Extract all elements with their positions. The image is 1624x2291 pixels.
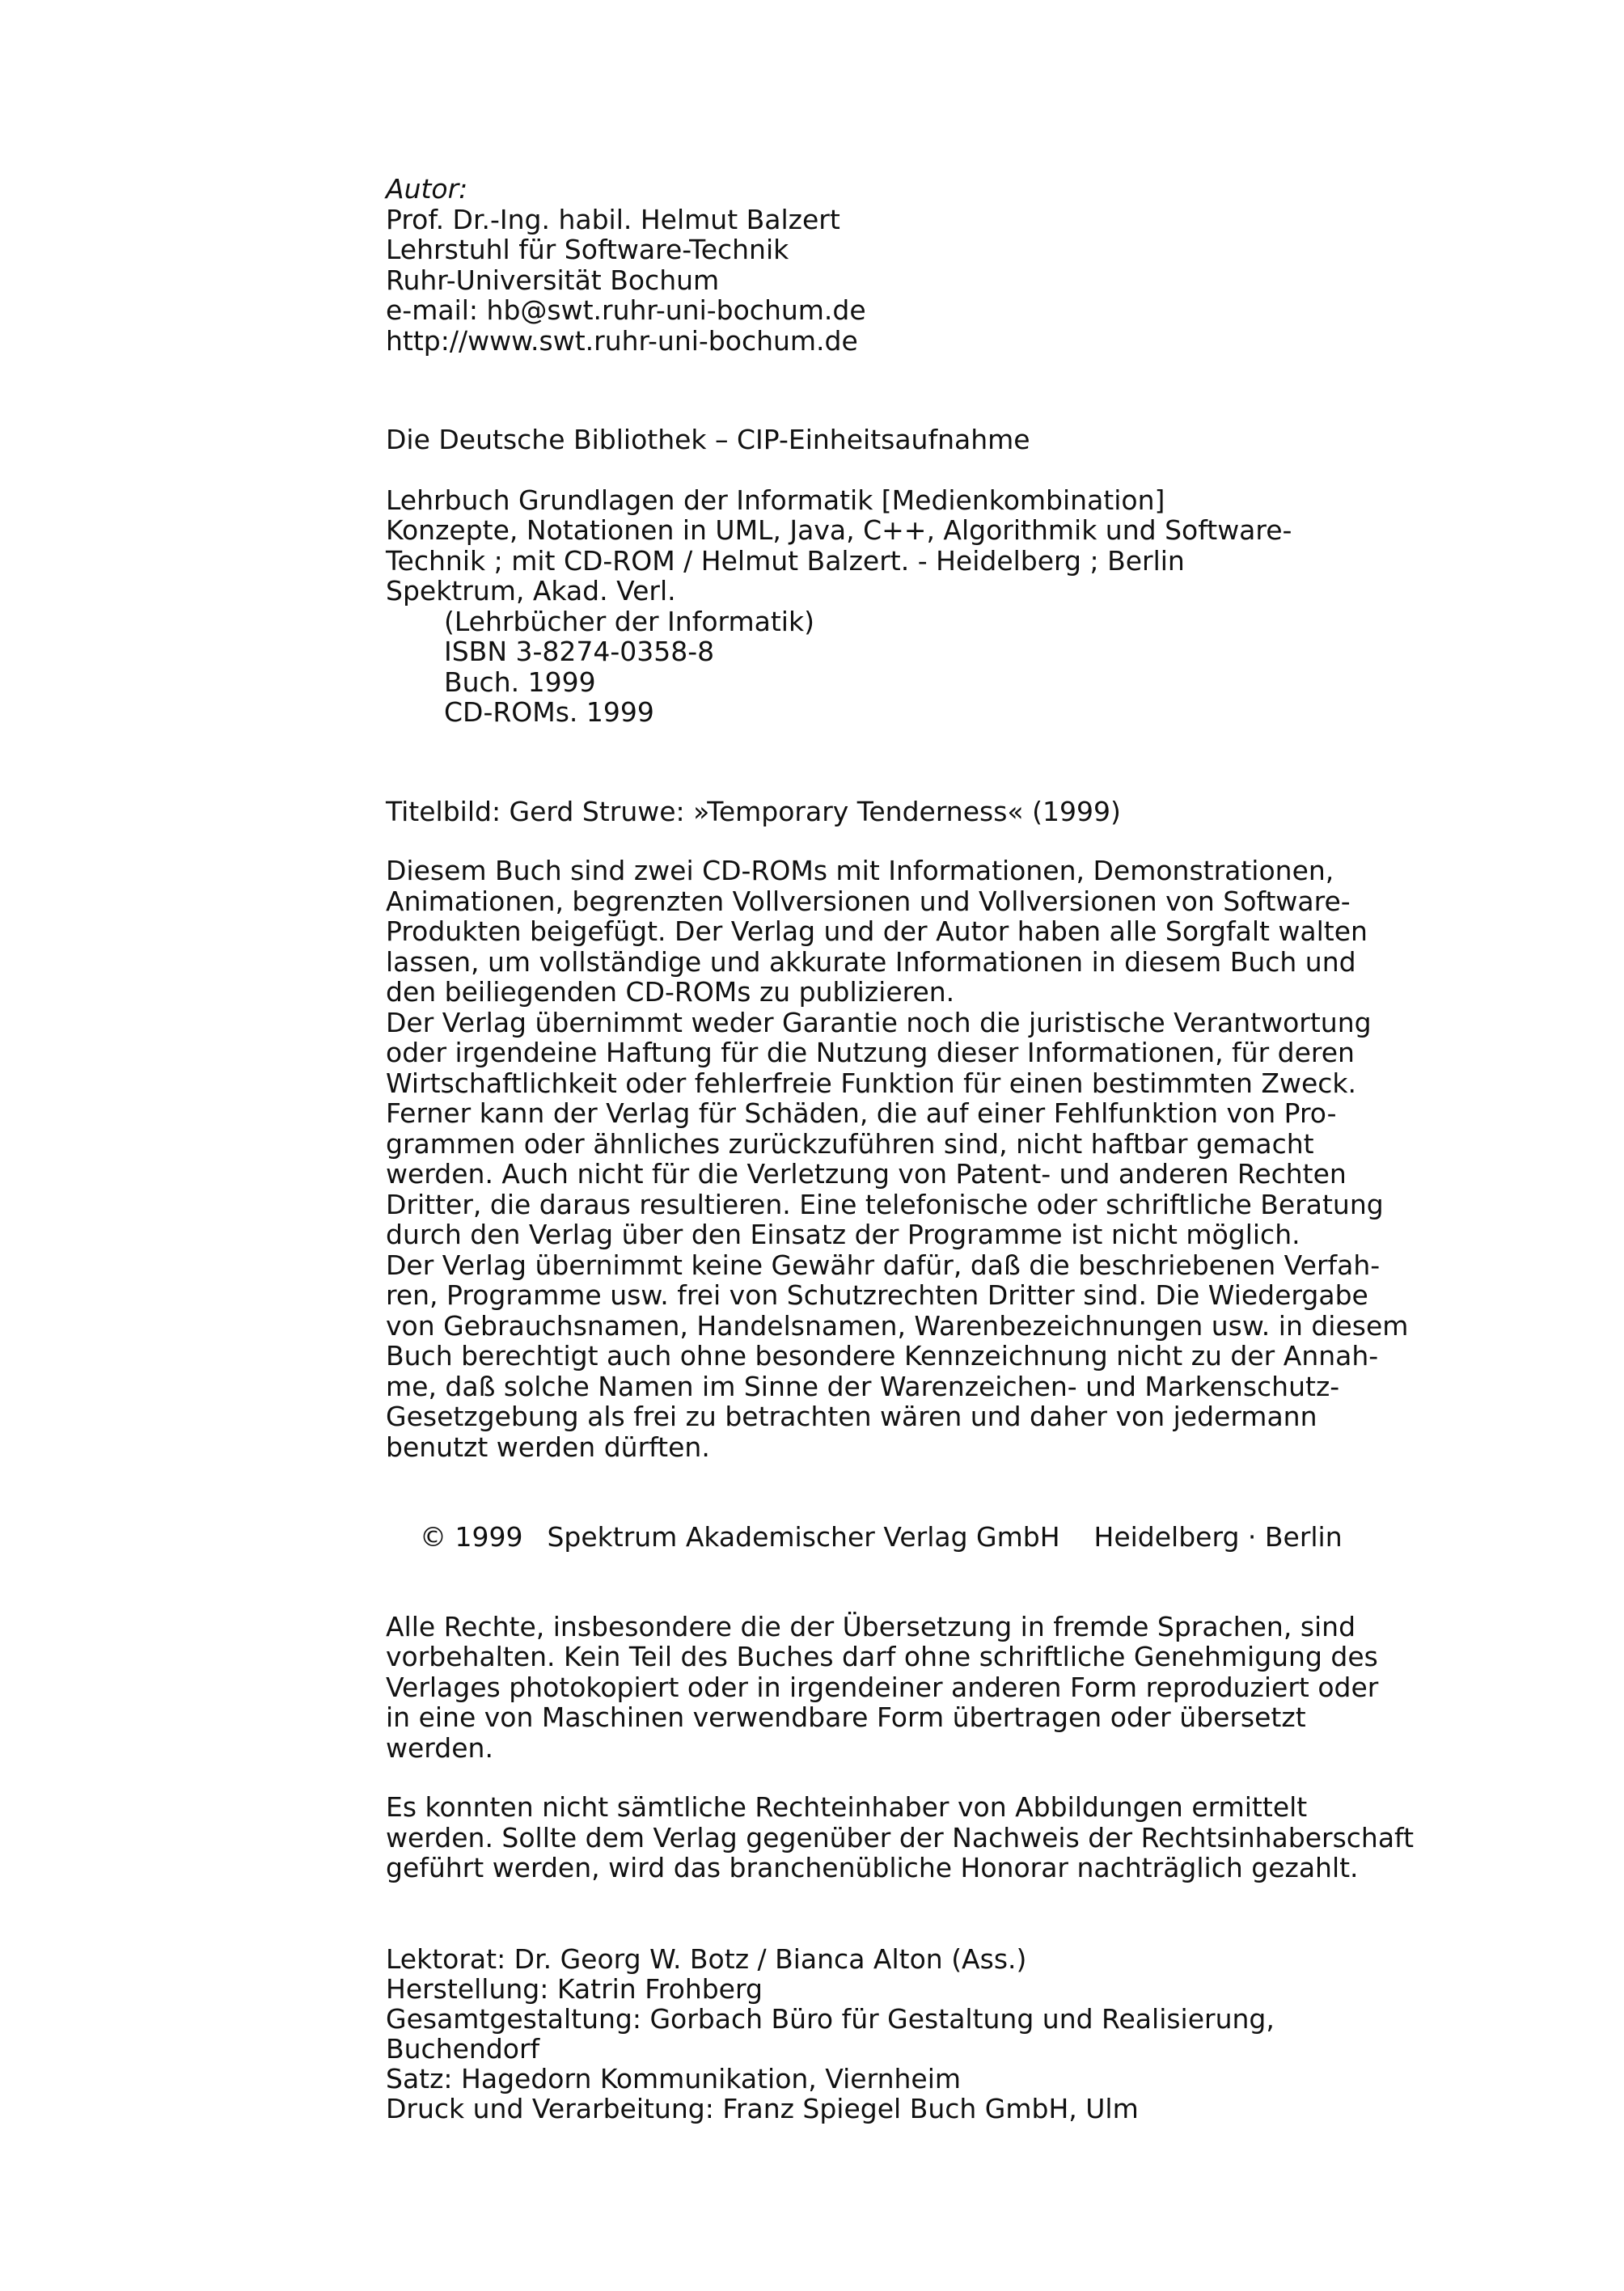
rights-line: in eine von Maschinen verwendbare Form übertragen oder übersetzt xyxy=(386,1701,1306,1733)
cover-credit: Titelbild: Gerd Struwe: »Temporary Tenderness« (1999) xyxy=(386,795,1121,827)
disclaimer-line: Diesem Buch sind zwei CD-ROMs mit Informationen, Demonstrationen, xyxy=(386,855,1334,886)
imprint-page xyxy=(386,174,1453,2124)
disclaimer-line: Der Verlag übernimmt keine Gewähr dafür, daß die beschriebenen Verfah- xyxy=(386,1249,1381,1281)
image-rights-line: geführt werden, wird das branchenübliche Honorar nachträglich gezahlt. xyxy=(386,1852,1359,1883)
disclaimer-line: me, daß solche Namen im Sinne der Warenzeichen- und Markenschutz- xyxy=(386,1370,1340,1402)
credit-production: Herstellung: Katrin Frohberg xyxy=(386,1972,763,2005)
rights-line: Verlages photokopiert oder in irgendeiner anderen Form reproduziert oder xyxy=(386,1671,1379,1703)
cip-line: Konzepte, Notationen in UML, Java, C++, Algorithmik und Software- xyxy=(386,514,1292,546)
author-label: Autor: xyxy=(386,173,468,205)
author-website: http://www.swt.ruhr-uni-bochum.de xyxy=(386,324,858,357)
copyright-publisher: Spektrum Akademischer Verlag GmbH xyxy=(547,1520,1060,1553)
author-email: e-mail: hb@swt.ruhr-uni-bochum.de xyxy=(386,294,866,326)
disclaimer-line: Animationen, begrenzten Vollversionen und Vollversionen von Software- xyxy=(386,885,1351,917)
disclaimer-line: Produkten beigefügt. Der Verlag und der Autor haben alle Sorgfalt walten xyxy=(386,915,1368,947)
disclaimer-line: Gesetzgebung als frei zu betrachten wären und daher von jedermann xyxy=(386,1401,1317,1432)
disclaimer-block xyxy=(386,856,1453,1462)
credit-editor: Lektorat: Dr. Georg W. Botz / Bianca Alton (Ass.) xyxy=(386,1942,1027,1975)
disclaimer-line: durch den Verlag über den Einsatz der Programme ist nicht möglich. xyxy=(386,1219,1300,1250)
disclaimer-line: Dritter, die daraus resultieren. Eine telefonische oder schriftliche Beratung xyxy=(386,1188,1384,1220)
credits-block xyxy=(386,1944,1453,2124)
cip-cdrom-year: CD-ROMs. 1999 xyxy=(444,696,654,728)
cip-line: Spektrum, Akad. Verl. xyxy=(386,575,676,607)
author-block xyxy=(386,174,1453,356)
author-name: Prof. Dr.-Ing. habil. Helmut Balzert xyxy=(386,203,840,235)
author-university: Ruhr-Universität Bochum xyxy=(386,264,720,296)
credit-printing: Druck und Verarbeitung: Franz Spiegel Buch GmbH, Ulm xyxy=(386,2092,1139,2124)
disclaimer-line: oder irgendeine Haftung für die Nutzung dieser Informationen, für deren xyxy=(386,1037,1355,1068)
cip-block xyxy=(386,425,1453,728)
credit-typesetting: Satz: Hagedorn Kommunikation, Viernheim xyxy=(386,2062,962,2094)
disclaimer-line: benutzt werden dürften. xyxy=(386,1431,710,1463)
cip-line: Lehrbuch Grundlagen der Informatik [Medienkombination] xyxy=(386,484,1165,516)
cip-isbn: ISBN 3-8274-0358-8 xyxy=(444,636,715,667)
copyright-line xyxy=(386,1491,1453,1583)
disclaimer-line: von Gebrauchsnamen, Handelsnamen, Warenbezeichnungen usw. in diesem xyxy=(386,1309,1409,1342)
cip-heading: Die Deutsche Bibliothek – CIP-Einheitsaufnahme xyxy=(386,424,1030,455)
disclaimer-line: Wirtschaftlichkeit oder fehlerfreie Funktion für einen bestimmten Zweck. xyxy=(386,1067,1356,1099)
image-rights-line: werden. Sollte dem Verlag gegenüber der Nachweis der Rechtsinhaberschaft xyxy=(386,1821,1415,1854)
rights-block xyxy=(386,1612,1453,1764)
image-rights-line: Es konnten nicht sämtliche Rechteinhaber von Abbildungen ermittelt xyxy=(386,1791,1308,1823)
cip-series: (Lehrbücher der Informatik) xyxy=(444,605,814,637)
disclaimer-line: werden. Auch nicht für die Verletzung von Patent- und anderen Rechten xyxy=(386,1158,1347,1190)
disclaimer-line: Der Verlag übernimmt weder Garantie noch die juristische Verantwortung xyxy=(386,1006,1372,1038)
credit-design-place: Buchendorf xyxy=(386,2032,540,2065)
author-chair: Lehrstuhl für Software-Technik xyxy=(386,234,789,265)
rights-line: werden. xyxy=(386,1731,493,1764)
image-rights-block xyxy=(386,1792,1453,1883)
rights-line: Alle Rechte, insbesondere die der Übersetzung in fremde Sprachen, sind xyxy=(386,1610,1356,1642)
copyright-place: Heidelberg · Berlin xyxy=(1093,1520,1343,1553)
disclaimer-line: Buch berechtigt auch ohne besondere Kennzeichnung nicht zu der Annah- xyxy=(386,1340,1379,1372)
disclaimer-line: den beiliegenden CD-ROMs zu publizieren. xyxy=(386,976,955,1008)
disclaimer-line: lassen, um vollständige und akkurate Informationen in diesem Buch und xyxy=(386,945,1356,978)
rights-line: vorbehalten. Kein Teil des Buches darf ohne schriftliche Genehmigung des xyxy=(386,1641,1378,1672)
copyright-year: © 1999 xyxy=(419,1520,523,1553)
disclaimer-line: Ferner kann der Verlag für Schäden, die auf einer Fehlfunktion von Pro- xyxy=(386,1097,1337,1129)
cip-line: Technik ; mit CD-ROM / Helmut Balzert. - Heidelberg ; Berlin xyxy=(386,544,1185,577)
disclaimer-line: ren, Programme usw. frei von Schutzrechten Dritter sind. Die Wiedergabe xyxy=(386,1279,1368,1311)
disclaimer-line: grammen oder ähnliches zurückzuführen sind, nicht haftbar gemacht xyxy=(386,1127,1314,1160)
credit-design: Gesamtgestaltung: Gorbach Büro für Gestaltung und Realisierung, xyxy=(386,2002,1275,2035)
cip-book-year: Buch. 1999 xyxy=(444,666,596,698)
